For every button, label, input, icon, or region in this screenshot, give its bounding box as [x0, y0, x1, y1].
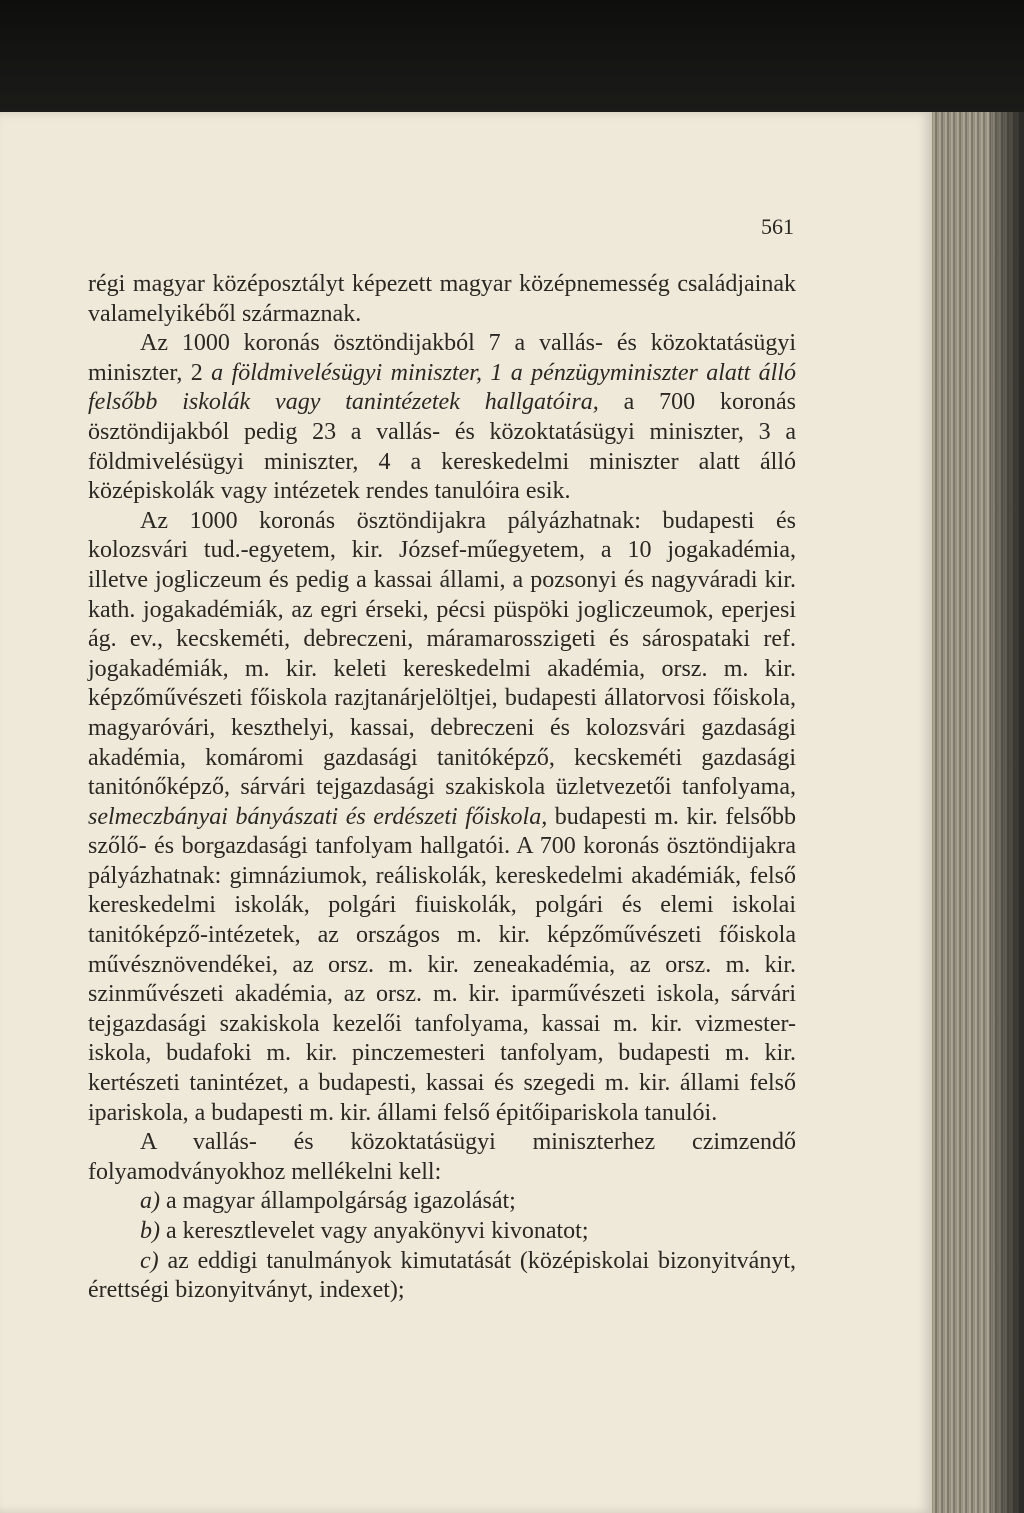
- list-marker: b): [140, 1218, 160, 1244]
- body-text: [88, 270, 796, 1306]
- text-run: budapesti m. kir. felsőbb szőlő- és borgazdasági tanfolyam hallgatói. A 700 koronás ösztöndijakra pályázhatnak: gimnáziumok, reáliskolák, kereskedelmi akadémiák, felső kereskedelmi iskolák, polgári fiuiskolák, polgári és elemi iskolai tanitóképző-intézetek, az országos m. kir. képzőművészeti főiskola művésznövendékei, az orsz. m. kir. zeneakadémia, az orsz. m. kir. szinművészeti akadémia, az orsz. m. kir. iparművészeti iskola, sárvári tejgazdasági szakiskola kezelői tanfolyama, kassai m. kir. vizmester-iskola, budafoki m. kir. pinczemesteri tanfolyam, budapesti m. kir. kertészeti tanintézet, a budapesti, kassai és szegedi m. kir. állami felső ipariskola, a budapesti m. kir. állami felső épitőipariskola tanulói.: [88, 803, 796, 1126]
- page-number: 561: [761, 214, 794, 239]
- text-run: a 700 koronás ösztöndijakból pedig 23 a vallás- és közoktatásügyi miniszter, 3 a földmivelésügyi miniszter, 4 a kereskedelmi miniszter alatt álló középiskolák vagy intézetek rendes tanulóira esik.: [88, 389, 797, 505]
- italic-text: a földmivelésügyi miniszter, 1 a pénzügyminiszter alatt álló felsőbb iskolák vagy tanintézetek hallgatóira,: [88, 359, 796, 416]
- list-item: [88, 1247, 796, 1306]
- italic-text: selmeczbányai bányászati és erdészeti főiskola,: [88, 803, 548, 830]
- list-item: [88, 1217, 796, 1247]
- list-item-text: az eddigi tanulmányok kimutatását (középiskolai bizonyitványt, érettségi bizonyitványt, indexet);: [88, 1247, 796, 1304]
- paragraph: [88, 1128, 796, 1187]
- text-run: régi magyar középosztályt képezett magyar középnemesség családjainak valamelyikéből származnak.: [88, 271, 796, 327]
- paragraph: [88, 329, 796, 507]
- background-shadow: [0, 0, 1024, 120]
- paragraph: [88, 507, 796, 1128]
- text-run: Az 1000 koronás ösztöndijakból 7 a vallás- és közoktatásügyi miniszter, 2: [88, 330, 796, 386]
- page-edge-shadow: [990, 112, 1024, 1513]
- list-item-text: a keresztlevelet vagy anyakönyvi kivonatot;: [160, 1218, 589, 1244]
- list-item: [88, 1187, 796, 1217]
- paragraph: [88, 270, 796, 329]
- list-marker: c): [140, 1247, 159, 1274]
- list-marker: a): [140, 1188, 160, 1215]
- text-run: Az 1000 koronás ösztöndijakra pályázhatnak: budapesti és kolozsvári tud.-egyetem, kir. József-műegyetem, a 10 jogakadémia, illetve jogliczeum és pedig a kassai állami, a pozsonyi és nagyváradi kir. kath. jogakadémiák, az egri érseki, pécsi püspöki jogliczeumok, eperjesi ág. ev., kecskeméti, debreczeni, máramarosszigeti és sárospataki ref. jogakadémiák, m. kir. keleti kereskedelmi akadémia, orsz. m. kir. képzőművészeti főiskola razjtanárjelöltjei, budapesti állatorvosi főiskola, magyaróvári, keszthelyi, kassai, debreczeni és kolozsvári gazdasági akadémia, komáromi gazdasági tanitóképző, kecskeméti gazdasági tanitónőképző, sárvári tejgazdasági szakiskola üzletvezetői tanfolyama,: [88, 507, 796, 801]
- text-run: A vallás- és közoktatásügyi miniszterhez czimzendő folyamodványokhoz mellékelni kell:: [88, 1129, 796, 1185]
- list-item-text: a magyar állampolgárság igazolását;: [160, 1188, 516, 1215]
